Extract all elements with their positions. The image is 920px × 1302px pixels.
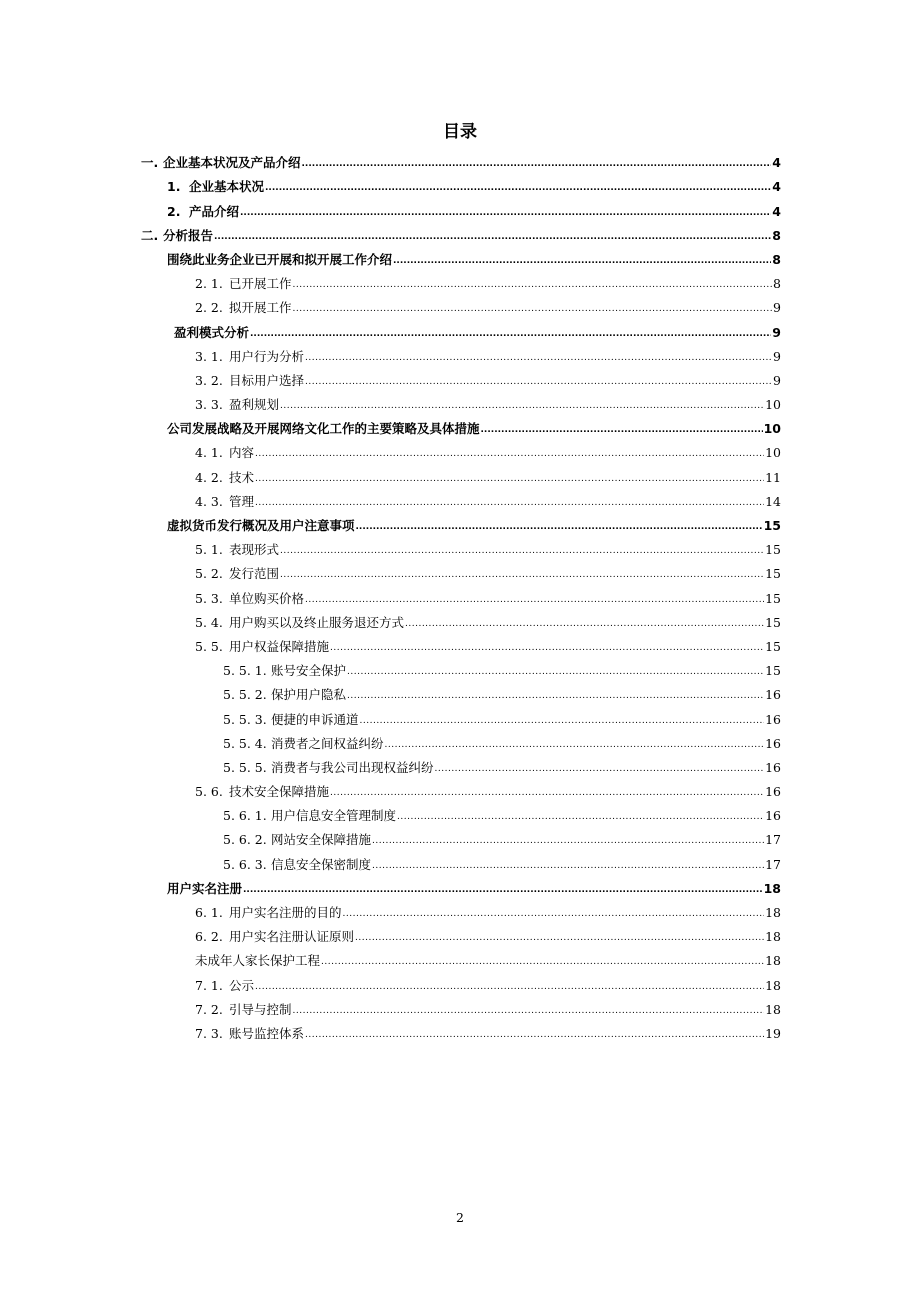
toc-entry-page: 15 bbox=[763, 518, 781, 533]
toc-entry-label: 产品介绍 bbox=[189, 203, 240, 219]
toc-entry-page: 16 bbox=[765, 735, 781, 751]
toc-entry-page: 17 bbox=[765, 856, 781, 872]
toc-entry-number: 4. 3. bbox=[195, 493, 223, 509]
toc-entry-page: 14 bbox=[765, 493, 781, 509]
toc-entry-page: 9 bbox=[772, 324, 781, 340]
toc-entry-label: 单位购买价格 bbox=[229, 590, 305, 606]
toc-entry-page: 18 bbox=[765, 929, 781, 945]
toc-dot-leader bbox=[214, 231, 771, 243]
toc-entry-label: 消费者之间权益纠纷 bbox=[271, 735, 384, 751]
toc-entry-number: 5. 5. 5. bbox=[223, 759, 267, 775]
toc-entry-label: 盈利规划 bbox=[229, 397, 280, 413]
toc-dot-leader bbox=[330, 787, 764, 799]
toc-entry-page: 16 bbox=[765, 808, 781, 824]
toc-entry-label: 公司发展战略及开展网络文化工作的主要策略及具体措施 bbox=[167, 421, 480, 437]
toc-entry[interactable] bbox=[0, 341, 920, 365]
toc-entry-number: 1. bbox=[167, 179, 181, 195]
toc-entry-page: 10 bbox=[765, 445, 781, 461]
toc-entry-label: 用户实名注册的目的 bbox=[229, 905, 342, 920]
toc-entry-page: 16 bbox=[765, 759, 781, 775]
toc-entry[interactable] bbox=[0, 969, 920, 993]
toc-entry-page: 4 bbox=[772, 155, 781, 171]
toc-dot-leader bbox=[435, 763, 765, 775]
toc-entry-label: 用户购买以及终止服务退还方式 bbox=[229, 614, 405, 630]
toc-entry-page: 9 bbox=[773, 348, 781, 364]
toc-entry-label: 管理 bbox=[229, 493, 255, 509]
toc-entry-label: 围绕此业务企业已开展和拟开展工作介绍 bbox=[167, 251, 393, 267]
toc-entry-label: 用户权益保障措施 bbox=[229, 638, 330, 654]
toc-dot-leader bbox=[347, 690, 764, 702]
toc-entry-label: 网站安全保障措施 bbox=[271, 832, 372, 848]
toc-dot-leader bbox=[250, 328, 771, 340]
toc-entry-number: 二. bbox=[141, 227, 159, 243]
toc-entry-number: 7. 1. bbox=[195, 977, 223, 993]
toc-entry[interactable] bbox=[0, 413, 920, 437]
toc-entry-label: 虚拟货币发行概况及用户注意事项 bbox=[167, 518, 355, 533]
toc-dot-leader bbox=[343, 908, 765, 920]
toc-entry[interactable] bbox=[0, 244, 920, 268]
toc-entry-number: 4. 2. bbox=[195, 469, 223, 485]
toc-dot-leader bbox=[305, 1029, 764, 1041]
toc-entry[interactable] bbox=[0, 486, 920, 510]
toc-dot-leader bbox=[280, 400, 764, 412]
toc-dot-leader bbox=[255, 497, 764, 509]
toc-dot-leader bbox=[321, 956, 764, 968]
toc-entry-number: 7. 2. bbox=[195, 1001, 223, 1017]
toc-entry-page: 15 bbox=[765, 590, 781, 606]
toc-entry-label: 技术安全保障措施 bbox=[229, 784, 330, 800]
toc-entry-page: 9 bbox=[773, 372, 781, 388]
toc-dot-leader bbox=[356, 521, 763, 533]
toc-entry-label: 拟开展工作 bbox=[229, 300, 292, 316]
toc-dot-leader bbox=[280, 545, 764, 557]
toc-entry-number: 2. bbox=[167, 203, 181, 219]
toc-entry-page: 16 bbox=[765, 687, 781, 703]
toc-entry-page: 4 bbox=[772, 203, 781, 219]
toc-entry[interactable] bbox=[0, 800, 920, 824]
toc-entry-label: 企业基本状况及产品介绍 bbox=[163, 155, 301, 171]
toc-entry-page: 10 bbox=[763, 421, 781, 437]
toc-entry[interactable] bbox=[0, 824, 920, 848]
toc-entry-label: 企业基本状况 bbox=[189, 179, 265, 195]
toc-entry-label: 内容 bbox=[229, 445, 255, 461]
toc-entry[interactable] bbox=[0, 558, 920, 582]
toc-entry-number: 2. 2. bbox=[195, 300, 223, 316]
toc-dot-leader bbox=[255, 448, 764, 460]
toc-entry-number: 5. 5. bbox=[195, 638, 223, 654]
toc-dot-leader bbox=[397, 811, 764, 823]
toc-entry-page: 15 bbox=[765, 614, 781, 630]
toc-entry-number: 5. 3. bbox=[195, 590, 223, 606]
toc-entry-label: 信息安全保密制度 bbox=[271, 856, 372, 872]
toc-entry-number: 5. 5. 3. bbox=[223, 711, 267, 727]
toc-entry-page: 19 bbox=[765, 1025, 781, 1041]
toc-entry-number: 3. 2. bbox=[195, 372, 223, 388]
toc-dot-leader bbox=[255, 981, 764, 993]
toc-entry[interactable] bbox=[0, 316, 920, 340]
toc-entry-page: 18 bbox=[765, 977, 781, 993]
toc-dot-leader bbox=[243, 884, 763, 896]
toc-entry[interactable] bbox=[0, 389, 920, 413]
toc-entry-page: 18 bbox=[765, 953, 781, 969]
toc-entry-page: 11 bbox=[765, 469, 781, 485]
toc-entry-number: 3. 3. bbox=[195, 397, 223, 413]
toc-entry[interactable] bbox=[0, 534, 920, 558]
toc-entry-label: 公示 bbox=[229, 977, 255, 993]
toc-entry-label: 消费者与我公司出现权益纠纷 bbox=[271, 759, 434, 775]
toc-dot-leader bbox=[293, 1005, 765, 1017]
toc-entry-label: 便捷的申诉通道 bbox=[271, 711, 359, 727]
toc-entry-label: 账号监控体系 bbox=[229, 1025, 305, 1041]
toc-dot-leader bbox=[347, 666, 764, 678]
toc-entry-number: 5. 5. 1. bbox=[223, 663, 267, 679]
toc-dot-leader bbox=[385, 739, 765, 751]
toc-dot-leader bbox=[265, 182, 771, 194]
toc-entry-page: 4 bbox=[772, 179, 781, 195]
toc-entry-page: 16 bbox=[765, 784, 781, 800]
toc-entry-page: 18 bbox=[763, 880, 781, 896]
toc-entry[interactable] bbox=[0, 220, 920, 244]
toc-dot-leader bbox=[393, 255, 771, 267]
toc-entry-page: 15 bbox=[765, 566, 781, 582]
toc-entry[interactable] bbox=[0, 437, 920, 461]
toc-entry-label: 引导与控制 bbox=[229, 1001, 292, 1017]
toc-entry[interactable] bbox=[0, 655, 920, 679]
toc-entry-number: 6. 2. bbox=[195, 929, 223, 945]
toc-dot-leader bbox=[293, 303, 773, 315]
toc-dot-leader bbox=[293, 279, 773, 291]
toc-entry-label: 用户行为分析 bbox=[229, 348, 305, 364]
toc-entry-page: 9 bbox=[773, 300, 781, 316]
toc-dot-leader bbox=[305, 352, 772, 364]
toc-entry-page: 8 bbox=[773, 276, 781, 292]
toc-entry[interactable] bbox=[0, 873, 920, 897]
toc-entry-label: 发行范围 bbox=[229, 566, 280, 582]
toc-dot-leader bbox=[305, 594, 764, 606]
toc-entry-page: 10 bbox=[765, 397, 781, 413]
toc-entry-page: 18 bbox=[765, 1001, 781, 1017]
toc-entry[interactable] bbox=[0, 921, 920, 945]
toc-dot-leader bbox=[355, 932, 764, 944]
toc-entry-label: 用户实名注册 bbox=[167, 880, 243, 896]
toc-entry[interactable] bbox=[0, 195, 920, 219]
toc-entry[interactable] bbox=[0, 582, 920, 606]
toc-entry-label: 保护用户隐私 bbox=[271, 687, 347, 703]
toc-entry-page: 8 bbox=[772, 251, 781, 267]
toc-dot-leader bbox=[360, 715, 765, 727]
toc-entry[interactable] bbox=[0, 268, 920, 292]
toc-dot-leader bbox=[405, 618, 764, 630]
toc-entry[interactable] bbox=[0, 631, 920, 655]
toc-entry[interactable] bbox=[0, 607, 920, 631]
toc-dot-leader bbox=[280, 569, 764, 581]
toc-entry-number: 5. 6. 3. bbox=[223, 856, 267, 872]
toc-entry-number: 一. bbox=[141, 155, 159, 171]
toc-entry-label: 账号安全保护 bbox=[271, 663, 347, 679]
toc-entry[interactable] bbox=[0, 776, 920, 800]
toc-entry[interactable] bbox=[0, 994, 920, 1018]
toc-entry-number: 5. 5. 2. bbox=[223, 687, 267, 703]
toc-dot-leader bbox=[372, 835, 764, 847]
toc-entry[interactable] bbox=[0, 1018, 920, 1042]
toc-entry-label: 用户实名注册认证原则 bbox=[229, 929, 355, 945]
toc-entry-label: 用户信息安全管理制度 bbox=[271, 808, 397, 824]
toc-dot-leader bbox=[302, 158, 772, 170]
toc-entry-label: 已开展工作 bbox=[229, 276, 292, 292]
toc-entry[interactable] bbox=[0, 147, 920, 171]
toc-entry[interactable] bbox=[0, 848, 920, 872]
toc-entry[interactable] bbox=[0, 897, 920, 921]
toc-entry[interactable] bbox=[0, 461, 920, 485]
toc-entry-label: 未成年人家长保护工程 bbox=[195, 953, 321, 969]
toc-entry-page: 17 bbox=[765, 832, 781, 848]
toc-entry[interactable] bbox=[0, 171, 920, 195]
toc-entry-number: 5. 5. 4. bbox=[223, 735, 267, 751]
toc-entry-page: 18 bbox=[765, 905, 781, 920]
toc-entry-label: 目标用户选择 bbox=[229, 372, 305, 388]
toc-entry-label: 盈利模式分析 bbox=[174, 324, 250, 340]
toc-entry-number: 5. 6. 2. bbox=[223, 832, 267, 848]
toc-entry-number: 5. 6. 1. bbox=[223, 808, 267, 824]
toc-entry-label: 分析报告 bbox=[163, 227, 214, 243]
toc-entry[interactable] bbox=[0, 292, 920, 316]
table-of-contents bbox=[0, 147, 920, 1042]
toc-entry-number: 5. 4. bbox=[195, 614, 223, 630]
toc-dot-leader bbox=[305, 376, 772, 388]
toc-entry[interactable] bbox=[0, 365, 920, 389]
toc-entry-number: 3. 1. bbox=[195, 348, 223, 364]
toc-entry[interactable] bbox=[0, 728, 920, 752]
page-number: 2 bbox=[456, 1210, 464, 1225]
toc-entry-label: 技术 bbox=[229, 469, 255, 485]
page-title: 目录 bbox=[443, 122, 477, 142]
toc-entry-page: 15 bbox=[765, 638, 781, 654]
toc-entry-number: 5. 2. bbox=[195, 566, 223, 582]
toc-entry-number: 4. 1. bbox=[195, 445, 223, 461]
toc-dot-leader bbox=[255, 473, 764, 485]
toc-dot-leader bbox=[481, 424, 763, 436]
toc-entry-number: 5. 6. bbox=[195, 784, 223, 800]
toc-entry-page: 15 bbox=[765, 542, 781, 558]
toc-entry[interactable] bbox=[0, 703, 920, 727]
toc-entry[interactable] bbox=[0, 752, 920, 776]
toc-entry-number: 6. 1. bbox=[195, 905, 223, 920]
toc-entry[interactable] bbox=[0, 945, 920, 969]
toc-dot-leader bbox=[372, 860, 764, 872]
toc-entry-number: 7. 3. bbox=[195, 1025, 223, 1041]
toc-dot-leader bbox=[240, 207, 771, 219]
toc-entry[interactable] bbox=[0, 510, 920, 534]
toc-entry-number: 2. 1. bbox=[195, 276, 223, 292]
toc-entry[interactable] bbox=[0, 679, 920, 703]
toc-entry-page: 16 bbox=[765, 711, 781, 727]
toc-entry-page: 8 bbox=[772, 227, 781, 243]
toc-entry-page: 15 bbox=[765, 663, 781, 679]
toc-dot-leader bbox=[330, 642, 764, 654]
toc-entry-number: 5. 1. bbox=[195, 542, 223, 558]
toc-entry-label: 表现形式 bbox=[229, 542, 280, 558]
